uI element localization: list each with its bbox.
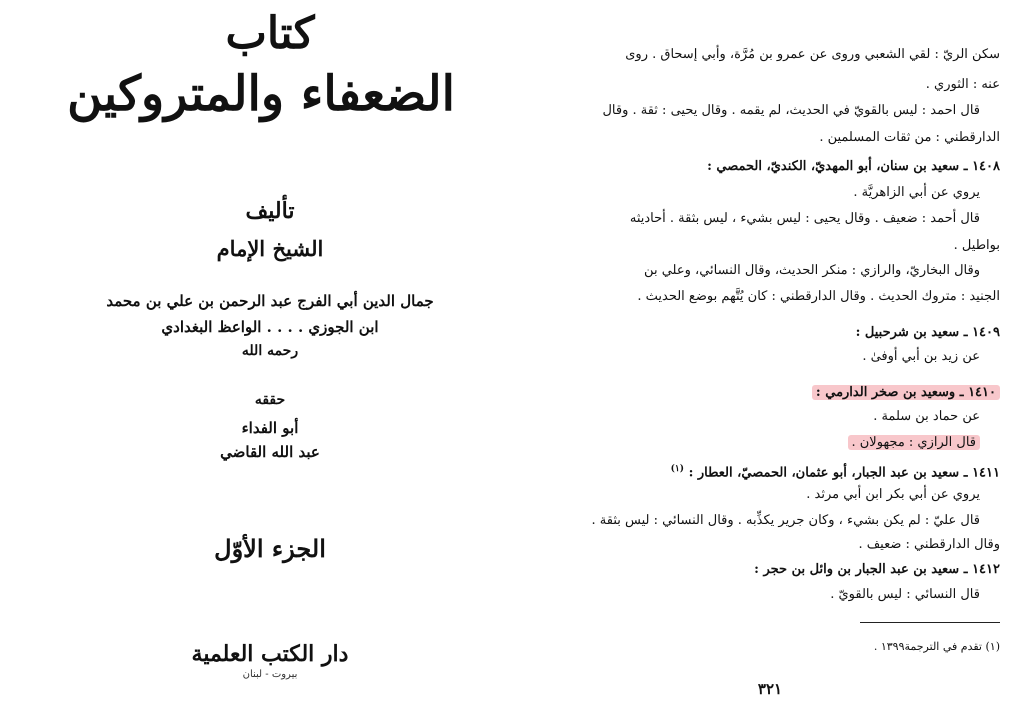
entry-heading-1410: [812, 382, 1000, 404]
author-prayer: رحمه الله: [241, 343, 299, 359]
entry-heading-1408: ١٤٠٨ ـ سعيد بن سنان، أبو المهديّ، الكنديّ، الحمصي :: [707, 159, 1000, 174]
highlight-majhulan: قال الرازي : مجهولان .: [848, 435, 981, 450]
editor-name-2: عبد الله القاضي: [220, 443, 320, 461]
text-line: [848, 432, 981, 454]
entry-heading-1411: ١٤١١ ـ سعيد بن عبد الجبار، أبو عثمان، الحمصيّ، العطار : $^{(١)}$: [670, 464, 1000, 481]
publisher-city: بيروت - لبنان: [242, 669, 298, 680]
footnote-marker: (١): [670, 464, 685, 474]
footnote: (١) تقدم في الترجمة١٣٩٩ .: [873, 640, 1000, 653]
author-name-line2: ابن الجوزي . . . . الواعظ البغدادي: [161, 318, 379, 336]
page-number: ٣٢١: [757, 680, 783, 698]
footnote-divider: [860, 622, 1000, 623]
author-name-line1: جمال الدين أبي الفرج عبد الرحمن بن علي بن محمد: [106, 292, 434, 310]
authored-by-label: تأليف: [245, 198, 295, 224]
imam-label: الشيخ الإمام: [216, 236, 324, 261]
book-word-heading: كتاب: [225, 8, 315, 59]
text-line: يروي عن أبي بكر ابن أبي مرثد .: [806, 487, 980, 502]
text-line: قال احمد : ليس بالقويّ في الحديث، لم يقمه . وقال يحيى : ثقة . وقال: [602, 103, 980, 118]
text-line: قال أحمد : ضعيف . وقال يحيى : ليس بشيء ، ليس بثقة . أحاديثه: [629, 211, 980, 226]
text-line: عن زيد بن أبي أوفىٰ .: [862, 349, 980, 364]
text-line: وقال البخاريّ، والرازي : منكر الحديث، وقال النسائي، وعلي بن: [644, 263, 980, 278]
book-title: الضعفاء والمتروكين: [67, 66, 455, 122]
text-line: قال النسائي : ليس بالقويّ .: [830, 587, 980, 602]
publisher-logo: [160, 640, 380, 688]
entry-heading-1412: ١٤١٢ ـ سعيد بن عبد الجبار بن وائل بن حجر :: [754, 562, 1000, 577]
text-line: الجنيد : متروك الحديث . وقال الدارقطني : كان يُتَّهم بوضع الحديث .: [637, 289, 1000, 304]
text-line: الدارقطني : من ثقات المسلمين .: [819, 130, 1000, 145]
text-line: سكن الريّ : لقي الشعبي وروى عن عمرو بن مُرَّة، وأبي إسحاق . روى: [625, 47, 1000, 62]
editor-name-1: أبو الفداء: [241, 419, 299, 437]
text-line: عنه : الثوري .: [925, 77, 1000, 92]
highlight-entry-1410: ١٤١٠ ـ وسعيد بن صخر الدارمي :: [812, 385, 1000, 400]
text-line: وقال الدارقطني : ضعيف .: [858, 537, 1000, 552]
entry-heading-1409: ١٤٠٩ ـ سعيد بن شرحبيل :: [855, 325, 1000, 340]
text-line: بواطيل .: [953, 238, 1000, 253]
publisher-name: دار الكتب العلمية: [191, 641, 349, 667]
editor-label: حققه: [254, 392, 286, 408]
text-line: قال عليّ : لم يكن بشيء ، وكان جرير يكذِّبه . وقال النسائي : ليس بثقة .: [591, 513, 980, 528]
text-line: يروي عن أبي الزاهريَّة .: [853, 185, 980, 200]
volume-label: الجزء الأوّل: [214, 534, 326, 563]
content-page: [520, 0, 1023, 716]
text-line: عن حماد بن سلمة .: [873, 409, 980, 424]
